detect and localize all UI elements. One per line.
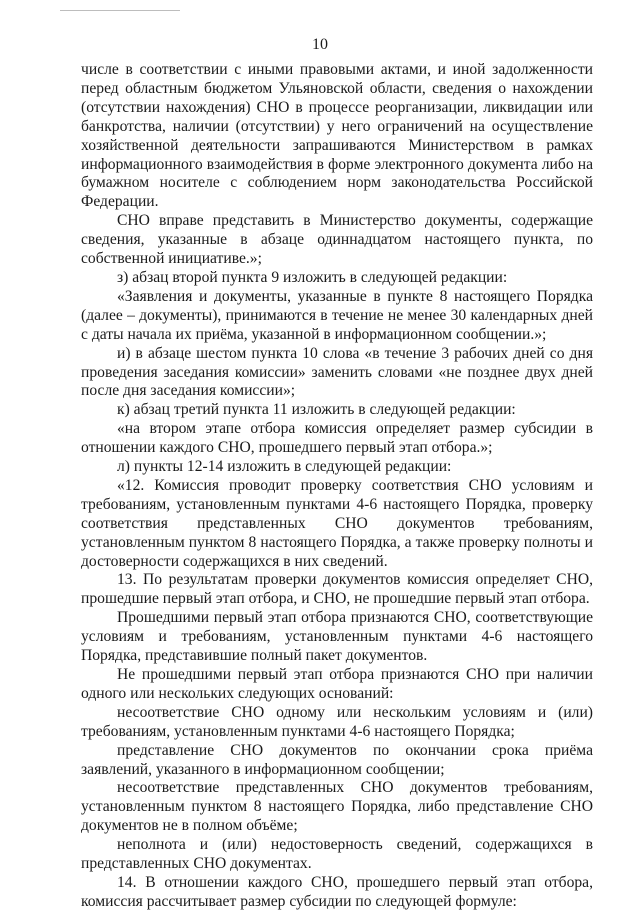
paragraph: неполнота и (или) недостоверность сведений, содержащихся в представленных СНО документах. bbox=[81, 836, 593, 873]
paragraph: л) пункты 12-14 изложить в следующей редакции: bbox=[117, 458, 452, 476]
paragraph: Прошедшими первый этап отбора признаются СНО, соответствующие условиям и требованиям, установленным пунктами 4-6 настоящего Порядка, представившие полный пакет документов. bbox=[81, 609, 593, 665]
paragraph-continuation: числе в соответствии с иными правовыми актами, и иной задолженности перед областным бюджетом Ульяновской области, сведения о нахождении (отсутствии нахождения) СНО в процессе реорганизации, ликвидации или банкротства, наличии (отсутствии) у него ограничений на осуществление хозяйственной деятельности запрашиваются Министерством в рамках информационного взаимодействия в форме электронного документа либо на бумажном носителе с соблюдением норм законодательства Российской Федерации. bbox=[81, 61, 593, 211]
paragraph: «Заявления и документы, указанные в пункте 8 настоящего Порядка (далее – документы), принимаются в течение не менее 30 календарных дней с даты начала их приёма, указанной в информационном сообщении.»; bbox=[81, 287, 593, 343]
page-number: 10 bbox=[312, 36, 328, 53]
paragraph: и) в абзаце шестом пункта 10 слова «в течение 3 рабочих дней со дня проведения заседания комиссии» заменить словами «не позднее двух дней после дня заседания комиссии»; bbox=[81, 344, 593, 400]
paragraph: Не прошедшими первый этап отбора признаются СНО при наличии одного или нескольких следующих оснований: bbox=[81, 666, 593, 702]
paragraph: несоответствие представленных СНО документов требованиям, установленным пунктом 8 настоящего Порядка, либо представление СНО документов не в полном объёме; bbox=[81, 779, 593, 835]
paragraph: 14. В отношении каждого СНО, прошедшего первый этап отбора, комиссия рассчитывает размер субсидии по следующей формуле: bbox=[81, 873, 593, 910]
paragraph: «на втором этапе отбора комиссия определяет размер субсидии в отношении каждого СНО, прошедшего первый этап отбора.»; bbox=[81, 420, 593, 457]
paragraph: «12. Комиссия проводит проверку соответствия СНО условиям и требованиям, установленным пунктами 4-6 настоящего Порядка, проверку соответствия представленных СНО документов требованиям, установленным пунктом 8 настоящего Порядка, а также проверку полноты и достоверности содержащихся в них сведений. bbox=[81, 476, 593, 570]
paragraph: к) абзац третий пункта 11 изложить в следующей редакции: bbox=[117, 401, 516, 419]
paragraph: несоответствие СНО одному или нескольким условиям и (или) требованиям, установленным пунктами 4-6 настоящего Порядка; bbox=[81, 703, 593, 740]
paragraph: 13. По результатам проверки документов комиссия определяет СНО, прошедшие первый этап отбора, и СНО, не прошедшие первый этап отбора. bbox=[81, 571, 593, 608]
document-body bbox=[81, 61, 593, 912]
paragraph: СНО вправе представить в Министерство документы, содержащие сведения, указанные в абзаце одиннадцатом настоящего пункта, по собственной инициативе.»; bbox=[81, 212, 593, 268]
paragraph: представление СНО документов по окончании срока приёма заявлений, указанного в информационном сообщении; bbox=[81, 741, 593, 778]
scan-artifact-top bbox=[60, 10, 180, 11]
paragraph: з) абзац второй пункта 9 изложить в следующей редакции: bbox=[117, 268, 508, 286]
